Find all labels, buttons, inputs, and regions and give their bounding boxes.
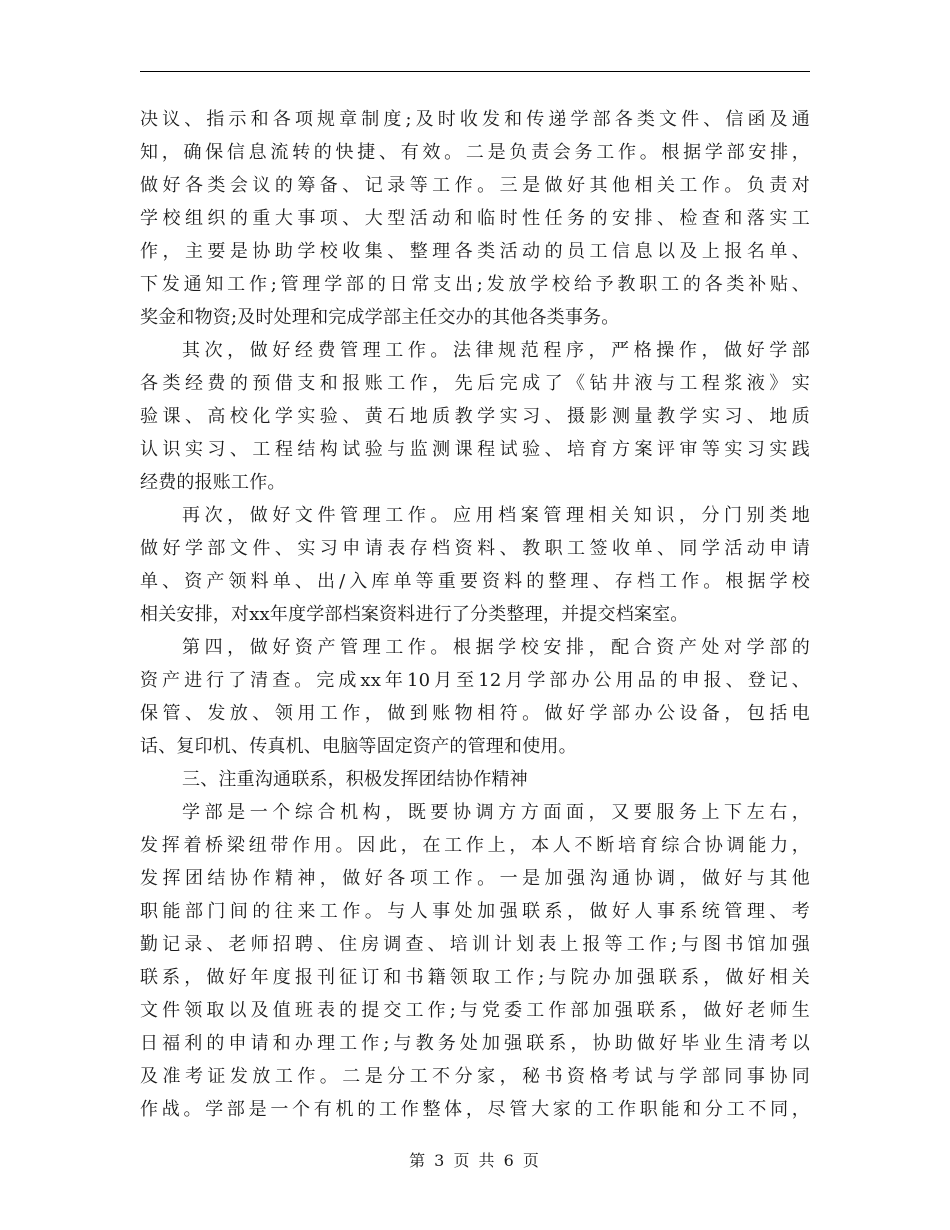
text-line: 奖金和物资;及时处理和完成学部主任交办的其他各类事务。 — [140, 307, 620, 328]
header-rule — [140, 71, 810, 72]
text-line: 发挥团结协作精神，做好各项工作。一是加强沟通协调，做好与其他 — [140, 868, 810, 889]
text-line: 经费的报账工作。 — [140, 472, 286, 493]
text-line: 文件领取以及值班表的提交工作;与党委工作部加强联系，做好老师生 — [140, 1000, 810, 1021]
text-line: 学部是一个综合机构，既要协调方方面面，又要服务上下左右， — [182, 802, 810, 823]
text-line: 发挥着桥梁纽带作用。因此，在工作上，本人不断培育综合协调能力， — [140, 835, 810, 856]
page-number-footer: 第 3 页 共 6 页 — [409, 1151, 541, 1170]
text-line: 做好各类会议的筹备、记录等工作。三是做好其他相关工作。负责对 — [140, 175, 810, 196]
text-line: 各类经费的预借支和报账工作，先后完成了《钻井液与工程浆液》实 — [140, 373, 810, 394]
text-line: 联系，做好年度报刊征订和书籍领取工作;与院办加强联系，做好相关 — [140, 967, 810, 988]
section-heading: 三、注重沟通联系，积极发挥团结协作精神 — [182, 769, 528, 790]
text-line: 作战。学部是一个有机的工作整体，尽管大家的工作职能和分工不同， — [140, 1099, 810, 1120]
text-line: 勤记录、老师招聘、住房调查、培训计划表上报等工作;与图书馆加强 — [140, 934, 810, 955]
text-line: 资产进行了清查。完成xx年10月至12月学部办公用品的申报、登记、 — [140, 670, 810, 691]
text-line: 职能部门间的往来工作。与人事处加强联系，做好人事系统管理、考 — [140, 901, 810, 922]
text-line: 话、复印机、传真机、电脑等固定资产的管理和使用。 — [140, 736, 577, 757]
text-line: 下发通知工作;管理学部的日常支出;发放学校给予教职工的各类补贴、 — [140, 274, 810, 295]
text-line: 保管、发放、领用工作，做到账物相符。做好学部办公设备，包括电 — [140, 703, 810, 724]
text-line: 及准考证发放工作。二是分工不分家，秘书资格考试与学部同事协同 — [140, 1066, 810, 1087]
text-line: 日福利的申请和办理工作;与教务处加强联系，协助做好毕业生清考以 — [140, 1033, 810, 1054]
text-line: 单、资产领料单、出/入库单等重要资料的整理、存档工作。根据学校 — [140, 571, 810, 592]
text-line: 作，主要是协助学校收集、整理各类活动的员工信息以及上报名单、 — [140, 241, 810, 262]
text-line: 再次，做好文件管理工作。应用档案管理相关知识，分门别类地 — [182, 505, 810, 526]
text-line: 学校组织的重大事项、大型活动和临时性任务的安排、检查和落实工 — [140, 208, 810, 229]
text-line: 认识实习、工程结构试验与监测课程试验、培育方案评审等实习实践 — [140, 439, 810, 460]
text-line: 做好学部文件、实习申请表存档资料、教职工签收单、同学活动申请 — [140, 538, 810, 559]
text-line: 知，确保信息流转的快捷、有效。二是负责会务工作。根据学部安排， — [140, 142, 810, 163]
text-line: 第四，做好资产管理工作。根据学校安排，配合资产处对学部的 — [182, 637, 810, 658]
text-line: 相关安排，对xx年度学部档案资料进行了分类整理，并提交档案室。 — [140, 604, 689, 625]
text-line: 决议、指示和各项规章制度;及时收发和传递学部各类文件、信函及通 — [140, 109, 810, 130]
text-line: 验课、高校化学实验、黄石地质教学实习、摄影测量教学实习、地质 — [140, 406, 810, 427]
text-line: 其次，做好经费管理工作。法律规范程序，严格操作，做好学部 — [182, 340, 810, 361]
body-text — [140, 103, 810, 1126]
